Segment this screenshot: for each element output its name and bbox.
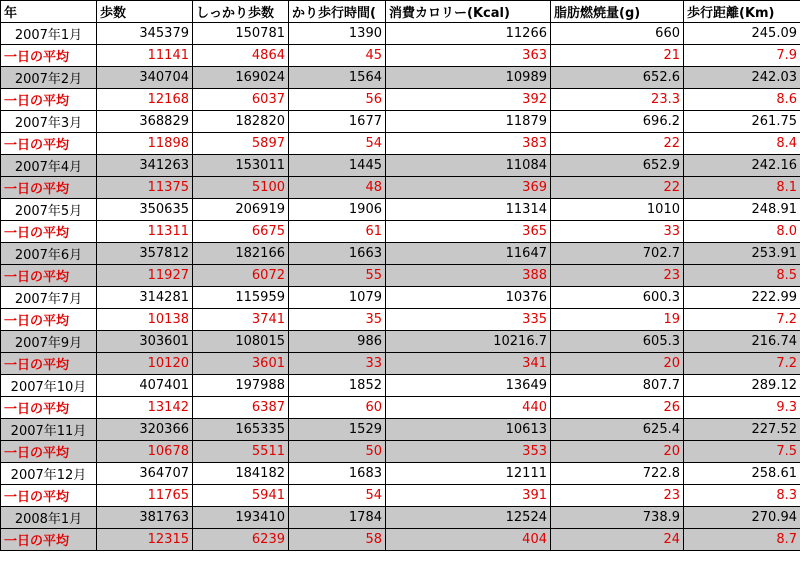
calories-cell: 11314 <box>386 199 551 221</box>
steps-cell: 364707 <box>97 463 193 485</box>
label-cell: 2007年3月 <box>1 111 97 133</box>
brisk-walk-time-cell: 54 <box>289 485 386 507</box>
steps-cell: 10120 <box>97 353 193 375</box>
fat-burned-cell: 722.8 <box>551 463 684 485</box>
label-cell: 一日の平均 <box>1 133 97 155</box>
steps-cell: 11375 <box>97 177 193 199</box>
calories-cell: 353 <box>386 441 551 463</box>
steps-cell: 350635 <box>97 199 193 221</box>
fat-burned-cell: 19 <box>551 309 684 331</box>
fat-burned-cell: 738.9 <box>551 507 684 529</box>
calories-cell: 10613 <box>386 419 551 441</box>
calories-cell: 11084 <box>386 155 551 177</box>
table-row-month <box>1 67 800 89</box>
table-body <box>1 23 800 551</box>
header-year: 年 <box>1 1 97 23</box>
label-cell: 2007年7月 <box>1 287 97 309</box>
steps-cell: 10138 <box>97 309 193 331</box>
fat-burned-cell: 605.3 <box>551 331 684 353</box>
table-row-month <box>1 111 800 133</box>
brisk-steps-cell: 184182 <box>193 463 289 485</box>
distance-cell: 8.7 <box>684 529 800 551</box>
calories-cell: 363 <box>386 45 551 67</box>
brisk-walk-time-cell: 1445 <box>289 155 386 177</box>
fat-burned-cell: 22 <box>551 133 684 155</box>
fat-burned-cell: 652.6 <box>551 67 684 89</box>
brisk-steps-cell: 5897 <box>193 133 289 155</box>
distance-cell: 253.91 <box>684 243 800 265</box>
fat-burned-cell: 23 <box>551 485 684 507</box>
steps-cell: 345379 <box>97 23 193 45</box>
brisk-walk-time-cell: 1784 <box>289 507 386 529</box>
steps-cell: 341263 <box>97 155 193 177</box>
distance-cell: 9.3 <box>684 397 800 419</box>
table-row-daily-average <box>1 89 800 111</box>
distance-cell: 8.4 <box>684 133 800 155</box>
fat-burned-cell: 23.3 <box>551 89 684 111</box>
label-cell: 一日の平均 <box>1 353 97 375</box>
brisk-walk-time-cell: 1079 <box>289 287 386 309</box>
header-brisk-steps: しっかり歩数 <box>193 1 289 23</box>
brisk-steps-cell: 3601 <box>193 353 289 375</box>
distance-cell: 245.09 <box>684 23 800 45</box>
brisk-steps-cell: 6037 <box>193 89 289 111</box>
brisk-steps-cell: 4864 <box>193 45 289 67</box>
label-cell: 2007年9月 <box>1 331 97 353</box>
distance-cell: 7.2 <box>684 353 800 375</box>
table-row-daily-average <box>1 529 800 551</box>
distance-cell: 8.5 <box>684 265 800 287</box>
table-row-daily-average <box>1 397 800 419</box>
calories-cell: 11266 <box>386 23 551 45</box>
label-cell: 一日の平均 <box>1 309 97 331</box>
calories-cell: 404 <box>386 529 551 551</box>
steps-cell: 381763 <box>97 507 193 529</box>
steps-cell: 303601 <box>97 331 193 353</box>
label-cell: 2007年4月 <box>1 155 97 177</box>
fat-burned-cell: 21 <box>551 45 684 67</box>
brisk-steps-cell: 153011 <box>193 155 289 177</box>
distance-cell: 7.5 <box>684 441 800 463</box>
label-cell: 2007年12月 <box>1 463 97 485</box>
header-fat-burned: 脂肪燃焼量(g) <box>551 1 684 23</box>
brisk-steps-cell: 182820 <box>193 111 289 133</box>
table-row-month <box>1 463 800 485</box>
label-cell: 一日の平均 <box>1 265 97 287</box>
brisk-steps-cell: 150781 <box>193 23 289 45</box>
brisk-walk-time-cell: 56 <box>289 89 386 111</box>
table-row-daily-average <box>1 45 800 67</box>
label-cell: 一日の平均 <box>1 529 97 551</box>
calories-cell: 12111 <box>386 463 551 485</box>
brisk-walk-time-cell: 1906 <box>289 199 386 221</box>
steps-cell: 11898 <box>97 133 193 155</box>
brisk-walk-time-cell: 61 <box>289 221 386 243</box>
distance-cell: 7.9 <box>684 45 800 67</box>
table-row-daily-average <box>1 441 800 463</box>
label-cell: 2007年1月 <box>1 23 97 45</box>
steps-cell: 12315 <box>97 529 193 551</box>
table-row-month <box>1 375 800 397</box>
steps-cell: 13142 <box>97 397 193 419</box>
steps-cell: 11311 <box>97 221 193 243</box>
header-row <box>1 1 800 23</box>
calories-cell: 365 <box>386 221 551 243</box>
brisk-steps-cell: 197988 <box>193 375 289 397</box>
calories-cell: 392 <box>386 89 551 111</box>
brisk-steps-cell: 6675 <box>193 221 289 243</box>
steps-cell: 11141 <box>97 45 193 67</box>
label-cell: 一日の平均 <box>1 89 97 111</box>
brisk-walk-time-cell: 1677 <box>289 111 386 133</box>
table-row-daily-average <box>1 177 800 199</box>
steps-cell: 368829 <box>97 111 193 133</box>
brisk-walk-time-cell: 58 <box>289 529 386 551</box>
calories-cell: 335 <box>386 309 551 331</box>
brisk-steps-cell: 5941 <box>193 485 289 507</box>
label-cell: 一日の平均 <box>1 177 97 199</box>
distance-cell: 248.91 <box>684 199 800 221</box>
brisk-steps-cell: 3741 <box>193 309 289 331</box>
calories-cell: 10989 <box>386 67 551 89</box>
brisk-steps-cell: 5100 <box>193 177 289 199</box>
brisk-steps-cell: 115959 <box>193 287 289 309</box>
brisk-steps-cell: 108015 <box>193 331 289 353</box>
label-cell: 一日の平均 <box>1 397 97 419</box>
steps-cell: 11765 <box>97 485 193 507</box>
fat-burned-cell: 696.2 <box>551 111 684 133</box>
label-cell: 一日の平均 <box>1 45 97 67</box>
fat-burned-cell: 20 <box>551 353 684 375</box>
distance-cell: 242.03 <box>684 67 800 89</box>
calories-cell: 10376 <box>386 287 551 309</box>
brisk-walk-time-cell: 986 <box>289 331 386 353</box>
fat-burned-cell: 807.7 <box>551 375 684 397</box>
distance-cell: 7.2 <box>684 309 800 331</box>
fat-burned-cell: 660 <box>551 23 684 45</box>
label-cell: 2007年11月 <box>1 419 97 441</box>
table-row-month <box>1 199 800 221</box>
table-row-month <box>1 243 800 265</box>
steps-cell: 357812 <box>97 243 193 265</box>
distance-cell: 222.99 <box>684 287 800 309</box>
distance-cell: 8.3 <box>684 485 800 507</box>
fat-burned-cell: 33 <box>551 221 684 243</box>
table-row-daily-average <box>1 221 800 243</box>
table-row-daily-average <box>1 265 800 287</box>
fat-burned-cell: 625.4 <box>551 419 684 441</box>
calories-cell: 12524 <box>386 507 551 529</box>
label-cell: 2008年1月 <box>1 507 97 529</box>
fat-burned-cell: 702.7 <box>551 243 684 265</box>
table-row-month <box>1 287 800 309</box>
table-row-daily-average <box>1 485 800 507</box>
distance-cell: 227.52 <box>684 419 800 441</box>
calories-cell: 11879 <box>386 111 551 133</box>
distance-cell: 216.74 <box>684 331 800 353</box>
fat-burned-cell: 24 <box>551 529 684 551</box>
header-calories: 消費カロリー(Kcal) <box>386 1 551 23</box>
distance-cell: 289.12 <box>684 375 800 397</box>
brisk-walk-time-cell: 60 <box>289 397 386 419</box>
label-cell: 2007年10月 <box>1 375 97 397</box>
label-cell: 一日の平均 <box>1 221 97 243</box>
brisk-walk-time-cell: 1852 <box>289 375 386 397</box>
calories-cell: 10216.7 <box>386 331 551 353</box>
steps-cell: 314281 <box>97 287 193 309</box>
brisk-walk-time-cell: 1663 <box>289 243 386 265</box>
table-row-daily-average <box>1 353 800 375</box>
steps-cell: 320366 <box>97 419 193 441</box>
brisk-walk-time-cell: 50 <box>289 441 386 463</box>
table-row-daily-average <box>1 309 800 331</box>
label-cell: 一日の平均 <box>1 485 97 507</box>
header-steps: 歩数 <box>97 1 193 23</box>
table-row-daily-average <box>1 133 800 155</box>
calories-cell: 388 <box>386 265 551 287</box>
calories-cell: 391 <box>386 485 551 507</box>
brisk-steps-cell: 206919 <box>193 199 289 221</box>
distance-cell: 258.61 <box>684 463 800 485</box>
label-cell: 2007年6月 <box>1 243 97 265</box>
table-row-month <box>1 507 800 529</box>
steps-cell: 340704 <box>97 67 193 89</box>
brisk-walk-time-cell: 45 <box>289 45 386 67</box>
label-cell: 2007年2月 <box>1 67 97 89</box>
calories-cell: 341 <box>386 353 551 375</box>
brisk-steps-cell: 165335 <box>193 419 289 441</box>
distance-cell: 8.1 <box>684 177 800 199</box>
calories-cell: 11647 <box>386 243 551 265</box>
steps-cell: 11927 <box>97 265 193 287</box>
brisk-steps-cell: 169024 <box>193 67 289 89</box>
label-cell: 2007年5月 <box>1 199 97 221</box>
fat-burned-cell: 600.3 <box>551 287 684 309</box>
brisk-walk-time-cell: 35 <box>289 309 386 331</box>
brisk-walk-time-cell: 1390 <box>289 23 386 45</box>
steps-cell: 407401 <box>97 375 193 397</box>
brisk-walk-time-cell: 33 <box>289 353 386 375</box>
fat-burned-cell: 20 <box>551 441 684 463</box>
fat-burned-cell: 23 <box>551 265 684 287</box>
table-row-month <box>1 155 800 177</box>
distance-cell: 242.16 <box>684 155 800 177</box>
fat-burned-cell: 26 <box>551 397 684 419</box>
distance-cell: 8.0 <box>684 221 800 243</box>
brisk-walk-time-cell: 1564 <box>289 67 386 89</box>
brisk-walk-time-cell: 55 <box>289 265 386 287</box>
brisk-steps-cell: 182166 <box>193 243 289 265</box>
brisk-steps-cell: 193410 <box>193 507 289 529</box>
distance-cell: 8.6 <box>684 89 800 111</box>
brisk-walk-time-cell: 48 <box>289 177 386 199</box>
fat-burned-cell: 1010 <box>551 199 684 221</box>
calories-cell: 13649 <box>386 375 551 397</box>
distance-cell: 261.75 <box>684 111 800 133</box>
calories-cell: 383 <box>386 133 551 155</box>
brisk-walk-time-cell: 54 <box>289 133 386 155</box>
steps-cell: 12168 <box>97 89 193 111</box>
table-row-month <box>1 23 800 45</box>
fat-burned-cell: 22 <box>551 177 684 199</box>
brisk-steps-cell: 6239 <box>193 529 289 551</box>
header-distance: 歩行距離(Km) <box>684 1 800 23</box>
fat-burned-cell: 652.9 <box>551 155 684 177</box>
brisk-walk-time-cell: 1529 <box>289 419 386 441</box>
calories-cell: 440 <box>386 397 551 419</box>
table-row-month <box>1 331 800 353</box>
distance-cell: 270.94 <box>684 507 800 529</box>
brisk-steps-cell: 5511 <box>193 441 289 463</box>
calories-cell: 369 <box>386 177 551 199</box>
brisk-steps-cell: 6387 <box>193 397 289 419</box>
steps-cell: 10678 <box>97 441 193 463</box>
brisk-steps-cell: 6072 <box>193 265 289 287</box>
table-row-month <box>1 419 800 441</box>
label-cell: 一日の平均 <box>1 441 97 463</box>
brisk-walk-time-cell: 1683 <box>289 463 386 485</box>
header-brisk-walk-time: かり歩行時間( <box>289 1 386 23</box>
